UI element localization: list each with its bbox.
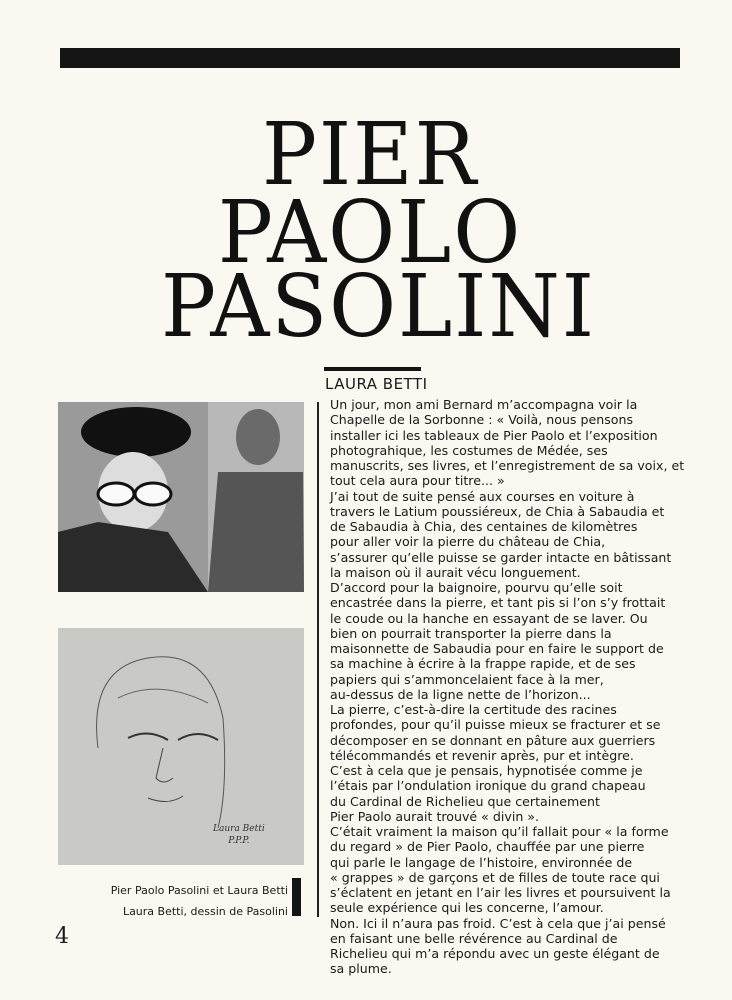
body-line: s’assurer qu’elle puisse se garder intacte en bâtissant (330, 549, 672, 565)
body-line: manuscrits, ses livres, et l’enregistrement de sa voix, et (330, 458, 685, 473)
body-line: C’est à cela que je pensais, hypnotisée comme je (330, 763, 643, 778)
body-line: J’ai tout de suite pensé aux courses en voiture à (330, 488, 635, 504)
body-line: travers le Latium poussiéreux, de Chia à Sabaudia et (330, 503, 665, 519)
body-line: en faisant une belle révérence au Cardinal de (330, 930, 618, 946)
header-rule (60, 48, 680, 68)
body-line: au-dessus de la ligne nette de l’horizon... (330, 686, 591, 702)
body-line: maisonnette de Sabaudia pour en faire le support de (330, 641, 664, 656)
signature-initials: P.P.P. (228, 836, 250, 846)
body-line: du regard » de Pier Paolo, chauffée par une pierre (330, 839, 645, 855)
drawing-laura-betti (58, 628, 304, 865)
body-line: tout cela aura pour titre... » (330, 473, 505, 489)
body-line: profondes, pour qu’il puisse mieux se fracturer et se (330, 717, 661, 733)
body-line: s’éclatent en jetant en l’air les livres et poursuivent la (330, 885, 671, 900)
author-name: LAURA BETTI (325, 375, 428, 393)
body-line: C’était vraiment la maison qu’il fallait pour « la forme (330, 824, 669, 839)
drawing-signature (213, 823, 265, 847)
body-line: photograhique, les costumes de Médée, ses (330, 442, 608, 458)
body-line: pour aller voir la pierre du château de Chia, (330, 534, 606, 550)
body-line: encastrée dans la pierre, et tant pis si l’on s’y frottait (330, 595, 666, 611)
body-line: « grappes » de garçons et de filles de toute race qui (330, 869, 660, 885)
body-line: le coude ou la hanche en essayant de se laver. Ou (330, 610, 648, 626)
body-line: télécommandés et revenir après, pur et intègre. (330, 747, 634, 763)
page-number: 4 (55, 924, 69, 949)
caption-photo: Pier Paolo Pasolini et Laura Betti (110, 884, 288, 897)
captions (110, 880, 288, 922)
body-line: La pierre, c’est-à-dire la certitude des racines (330, 702, 617, 717)
photo-illustration (58, 402, 304, 592)
body-line: la maison où il aurait vécu longuement. (330, 564, 581, 580)
caption-drawing: Laura Betti, dessin de Pasolini (122, 905, 288, 918)
body-line: Richelieu qui m’a répondu avec un geste élégant de (330, 946, 660, 961)
body-line: Pier Paolo aurait trouvé « divin ». (330, 808, 540, 824)
title-line-1: PIER (261, 105, 479, 205)
body-line: bien on pourrait transporter la pierre dans la (330, 625, 612, 641)
body-line: D’accord pour la baignoire, pourvu qu’elle soit (330, 580, 623, 595)
body-line: l’étais par l’ondulation ironique du grand chapeau (330, 778, 646, 794)
body-line: installer ici les tableaux de Pier Paolo et l’exposition (330, 427, 658, 443)
body-line: décomposer en se donnant en pâture aux guerriers (330, 732, 656, 748)
body-line: sa plume. (330, 961, 392, 977)
body-line: seule expérience qui les concerne, l’amour. (330, 900, 604, 916)
body-line: sa machine à écrire à la frappe rapide, et de ses (330, 656, 636, 672)
caption-bar (292, 878, 301, 916)
sketch-illustration (58, 628, 304, 865)
body-line: de Sabaudia à Chia, des centaines de kilomètres (330, 519, 638, 534)
title-line-3: PASOLINI (161, 257, 596, 357)
body-line: Un jour, mon ami Bernard m’accompagna voir la (330, 397, 638, 412)
body-line: Chapelle de la Sorbonne : « Voilà, nous pensons (330, 412, 634, 428)
body-line: Non. Ici il n’aura pas froid. C’est à cela que j’ai pensé (330, 915, 666, 931)
photo-pasolini-betti (58, 402, 304, 592)
column-divider (317, 402, 319, 917)
author-rule (324, 367, 421, 371)
body-line: qui parle le langage de l’histoire, environnée de (330, 854, 633, 870)
body-line: papiers qui s’ammoncelaient face à la mer, (330, 671, 604, 687)
body-line: du Cardinal de Richelieu que certainement (330, 793, 600, 809)
title-line-2: PAOLO (217, 183, 523, 283)
article-body (330, 397, 690, 977)
signature-line: Laura Betti (213, 824, 265, 834)
